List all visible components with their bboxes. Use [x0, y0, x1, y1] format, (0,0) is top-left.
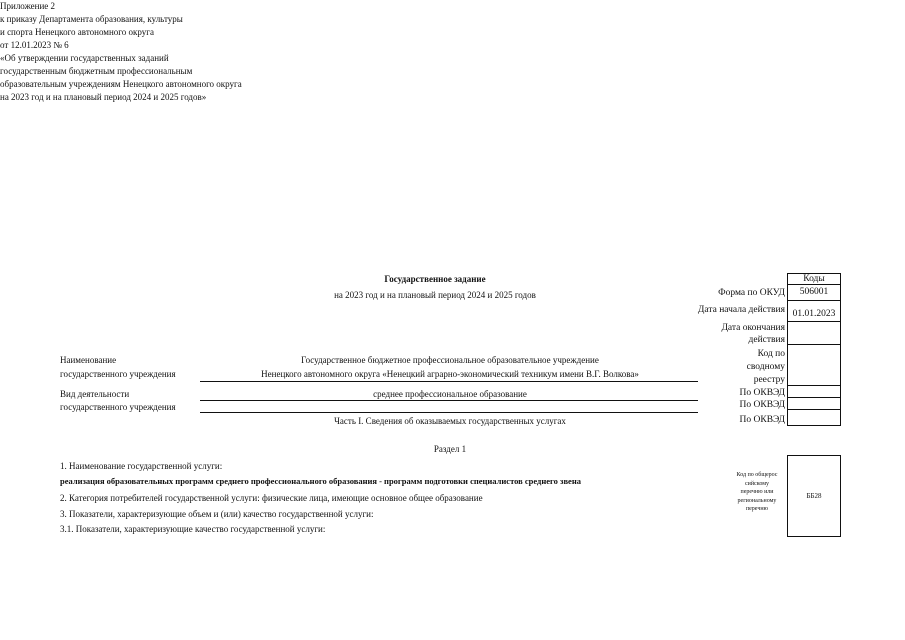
appendix-line: от 12.01.2023 № 6 — [0, 40, 69, 50]
catalog-label — [728, 471, 786, 514]
okved-cell-3 — [787, 409, 841, 426]
codes-heading: Коды — [803, 274, 825, 284]
registry-label-3: реестру — [753, 375, 785, 385]
appendix-line: на 2023 год и на плановый период 2024 и 2025 годов» — [0, 92, 207, 102]
registry-cell — [787, 344, 841, 386]
okved-label-1: По ОКВЭД — [739, 388, 785, 398]
activity-underline-1 — [200, 400, 698, 401]
registry-label-2: сводному — [746, 362, 785, 372]
end-date-label-2: действия — [748, 335, 785, 345]
appendix-line: образовательным учреждениям Ненецкого автономного округа — [0, 79, 242, 89]
section-title: Раздел 1 — [433, 444, 467, 454]
appendix-block — [0, 0, 905, 104]
part-title: Часть I. Сведения об оказываемых государственных услугах — [334, 416, 566, 426]
start-date-label: Дата начала действия — [697, 305, 785, 315]
catalog-code-cell — [787, 455, 841, 537]
catalog-label-line: сийскому — [744, 480, 770, 487]
activity-label-1: Вид деятельности — [60, 389, 130, 399]
activity-underline-2 — [200, 412, 698, 413]
catalog-label-line: перечню или — [740, 489, 774, 495]
quality-heading: 3.1. Показатели, характеризующие качество государственной услуги: — [60, 524, 326, 534]
activity-label-2: государственного учреждения — [60, 402, 176, 412]
document-title: Государственное задание — [384, 274, 486, 284]
okud-value: 506001 — [799, 287, 829, 297]
okud-label: Форма по ОКУД — [718, 288, 785, 298]
end-date-label-1: Дата окончания — [721, 323, 785, 333]
institution-label-2: государственного учреждения — [60, 369, 176, 379]
document-subtitle: на 2023 год и на плановый период 2024 и 2025 годов — [334, 290, 536, 300]
registry-label-1: Код по — [757, 349, 785, 359]
okved-label-2: По ОКВЭД — [739, 400, 785, 410]
institution-name-1: Государственное бюджетное профессиональное образовательное учреждение — [301, 355, 599, 365]
catalog-label-line: Код по общерос — [736, 472, 778, 478]
appendix-line: и спорта Ненецкого автономного округа — [0, 27, 154, 37]
okved-label-3: По ОКВЭД — [739, 415, 785, 425]
okud-cell — [787, 284, 841, 301]
consumer-category: 2. Категория потребителей государственной услуги: физические лица, имеющие основное общее образование — [60, 493, 483, 503]
appendix-line: к приказу Департамента образования, культуры — [0, 14, 183, 24]
appendix-line: Приложение 2 — [0, 1, 56, 11]
institution-label-1: Наименование — [60, 355, 117, 365]
institution-underline — [200, 381, 698, 382]
service-name-value: реализация образовательных программ среднего профессионального образования - программ подготовки специалистов среднего звена — [60, 476, 581, 486]
activity-value: среднее профессиональное образование — [373, 389, 527, 399]
start-date-value: 01.01.2023 — [792, 309, 836, 319]
catalog-label-line: региональному — [737, 497, 777, 504]
institution-name-2: Ненецкого автономного округа «Ненецкий аграрно-экономический техникум имени В.Г. Волкова» — [261, 369, 639, 379]
service-name-label: 1. Наименование государственной услуги: — [60, 461, 223, 471]
appendix-line: государственным бюджетным профессиональным — [0, 66, 193, 76]
start-date-cell — [787, 300, 841, 322]
indicators-heading: 3. Показатели, характеризующие объем и (или) качество государственной услуги: — [60, 509, 374, 519]
end-date-cell — [787, 321, 841, 345]
appendix-line: «Об утверждении государственных заданий — [0, 53, 169, 63]
catalog-code-value: ББ28 — [806, 492, 822, 500]
catalog-label-line: перечню — [745, 506, 769, 512]
